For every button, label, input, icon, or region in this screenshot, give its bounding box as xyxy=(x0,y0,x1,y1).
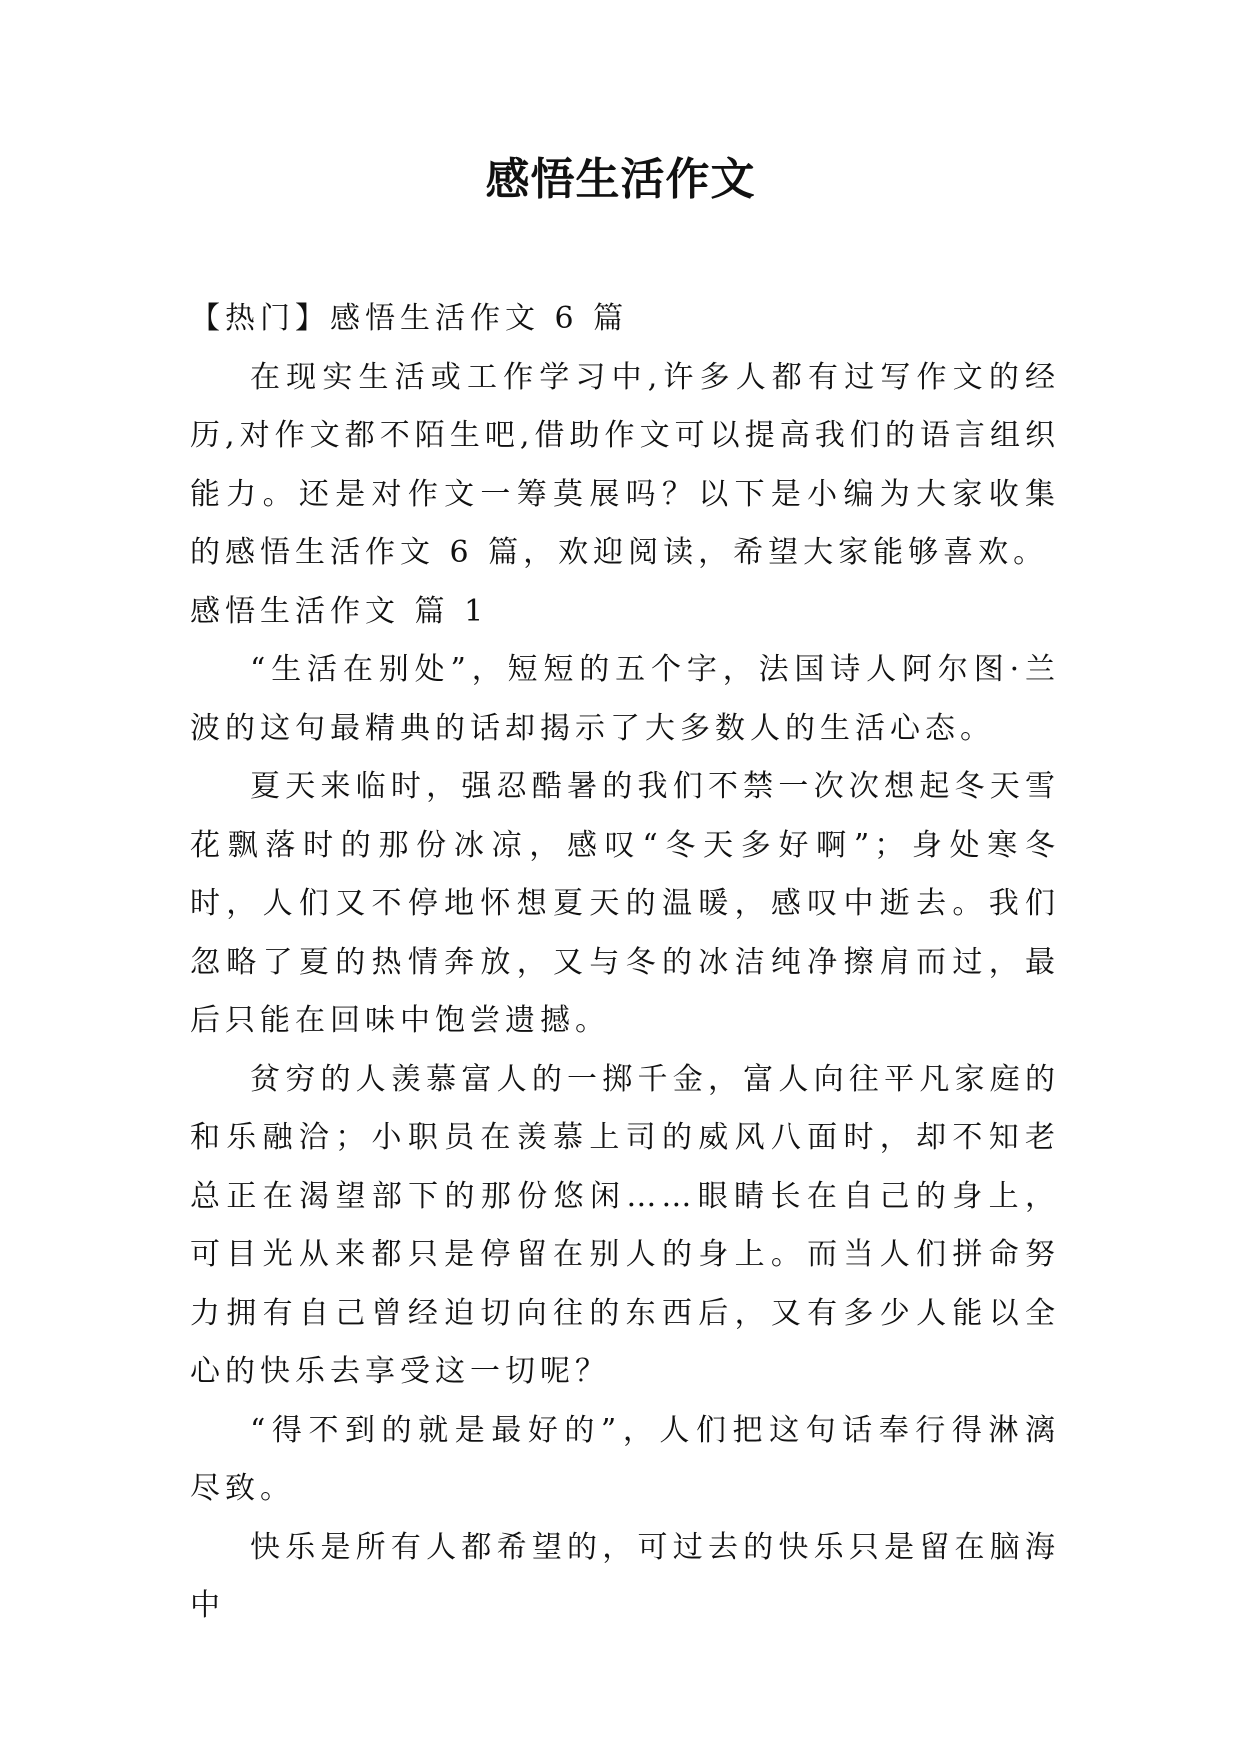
document-subtitle: 【热门】感悟生活作文 6 篇 xyxy=(190,301,629,336)
body-paragraph: 快乐是所有人都希望的，可过去的快乐只是留在脑海中 xyxy=(190,1529,1060,1623)
intro-paragraph: 在现实生活或工作学习中,许多人都有过写作文的经历,对作文都不陌生吧,借助作文可以提高我们的语言组织能力。还是对作文一筹莫展吗？以下是小编为大家收集的感悟生活作文 6 篇，欢迎阅读，希望大家能够喜欢。 xyxy=(190,359,1060,570)
body-paragraph: 夏天来临时，强忍酷暑的我们不禁一次次想起冬天雪花飘落时的那份冰凉，感叹“冬天多好啊”；身处寒冬时，人们又不停地怀想夏天的温暖，感叹中逝去。我们忽略了夏的热情奔放，又与冬的冰洁纯净擦肩而过，最后只能在回味中饱尝遗撼。 xyxy=(190,769,1060,1038)
section-heading: 感悟生活作文 篇 1 xyxy=(190,593,489,629)
body-paragraph: 贫穷的人羡慕富人的一掷千金，富人向往平凡家庭的和乐融洽；小职员在羡慕上司的威风八面时，却不知老总正在渴望部下的那份悠闲……眼睛长在自己的身上，可目光从来都只是停留在别人的身上。而当人们拼命努力拥有自己曾经迫切向往的东西后，又有多少人能以全心的快乐去享受这一切呢？ xyxy=(190,1061,1060,1389)
body-paragraph: “得不到的就是最好的”，人们把这句话奉行得淋漓尽致。 xyxy=(190,1412,1060,1506)
body-paragraph: “生活在别处”，短短的五个字，法国诗人阿尔图·兰波的这句最精典的话却揭示了大多数人的生活心态。 xyxy=(190,652,1060,746)
document-title: 感悟生活作文 xyxy=(485,154,756,205)
document-body xyxy=(190,290,1060,1636)
